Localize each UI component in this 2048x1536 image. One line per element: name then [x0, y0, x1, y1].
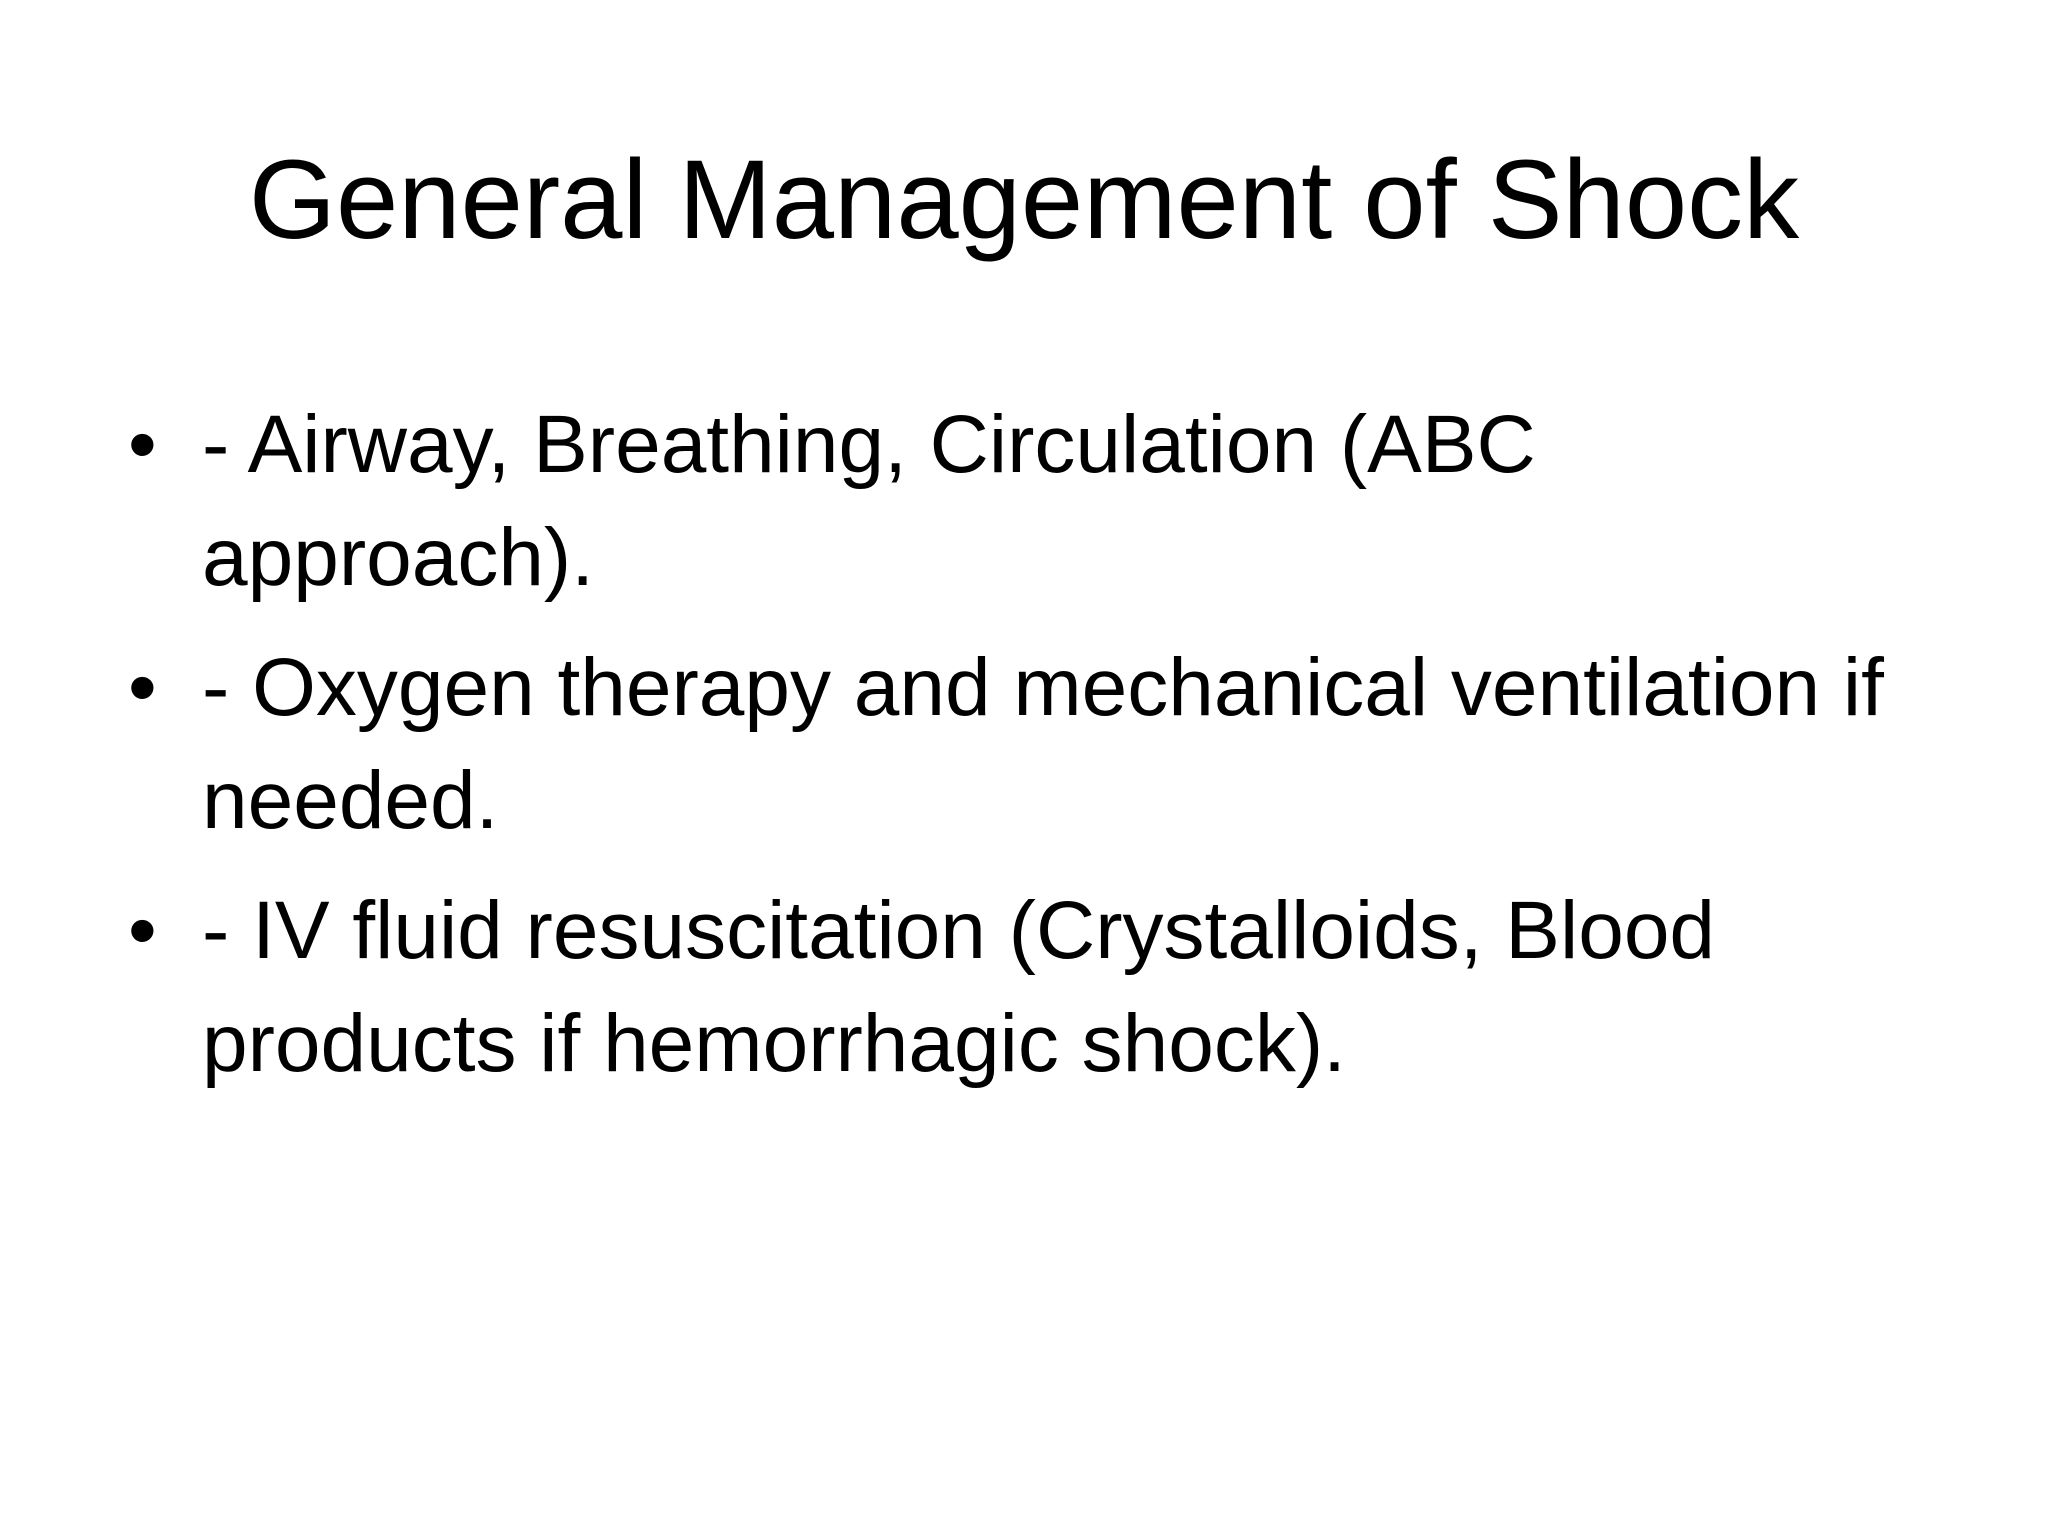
bullet-text: - Oxygen therapy and mechanical ventilation if needed. [202, 642, 1884, 846]
bullet-item-abc [120, 388, 1940, 614]
slide-title: General Management of Shock [248, 137, 1800, 262]
bullet-list [120, 388, 1940, 1117]
bullet-item-oxygen [120, 631, 1940, 857]
bullet-icon: • [128, 642, 157, 733]
bullet-text: - Airway, Breathing, Circulation (ABC approach). [202, 399, 1536, 603]
bullet-item-iv-fluids [120, 874, 1940, 1100]
bullet-text: - IV fluid resuscitation (Crystalloids, Blood products if hemorrhagic shock). [202, 885, 1716, 1089]
bullet-icon: • [128, 399, 157, 490]
bullet-icon: • [128, 885, 157, 976]
